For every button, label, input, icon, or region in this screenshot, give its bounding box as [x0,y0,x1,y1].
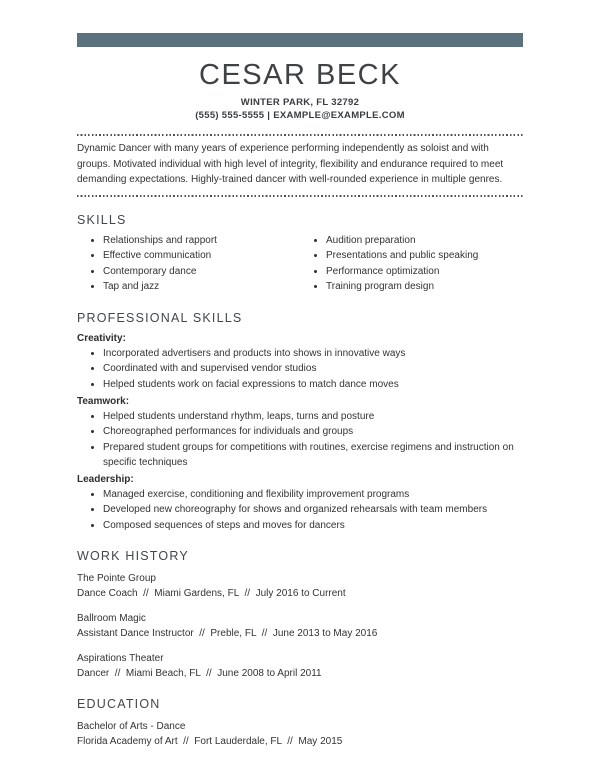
education-degree: Bachelor of Arts - Dance [77,720,186,732]
skill-item: • Audition preparation [326,233,523,248]
skill-group [77,472,523,533]
work-history-jobs [77,571,523,681]
education-detail: Florida Academy of Art // Fort Lauderdale, FL // May 2015 [77,735,343,747]
summary-section [77,134,523,197]
skills-list-right [300,233,523,295]
skill-group-list [77,409,523,470]
skill-group-item: • Coordinated with and supervised vendor studios [103,361,523,376]
job-entry [77,571,523,601]
skill-item: • Contemporary dance [103,264,300,279]
skill-group [77,331,523,392]
job-entry [77,611,523,641]
contact-block [77,96,523,122]
skill-group-item: • Helped students work on facial expressions to match dance moves [103,377,523,392]
skill-group-item: • Incorporated advertisers and products into shows in innovative ways [103,346,523,361]
skill-group-item: • Developed new choreography for shows and organized rehearsals with team members [103,502,523,517]
skill-item: • Presentations and public speaking [326,248,523,263]
skill-group-list [77,346,523,392]
skills-columns [77,233,523,295]
summary-text: Dynamic Dancer with many years of experience performing independently as soloist and with groups. Motivated individual with high level of integrity, flexibility and endurance required to meet demanding expectations. Highly-trained dancer with well-rounded experience in multiple genres. [77,143,504,185]
header-accent-bar [77,33,523,47]
skills-column-right [300,233,523,295]
job-detail: Dancer // Miami Beach, FL // June 2008 to April 2011 [77,667,322,679]
skill-group-label: Creativity: [77,332,126,344]
skill-group-label: Leadership: [77,473,134,485]
professional-skills-section [77,311,523,533]
job-company: Aspirations Theater [77,652,164,664]
skill-group-item: • Helped students understand rhythm, leaps, turns and posture [103,409,523,424]
job-company: Ballroom Magic [77,612,146,624]
phone-email-line: (555) 555-5555 | EXAMPLE@EXAMPLE.COM [195,110,405,121]
education-entry [77,719,523,749]
job-entry [77,651,523,681]
skill-group-list [77,487,523,533]
education-section [77,697,523,749]
skill-group-label: Teamwork: [77,395,130,407]
person-name: CESAR BECK [199,59,401,91]
skill-item: • Training program design [326,279,523,294]
professional-skills-title: PROFESSIONAL SKILLS [77,310,243,325]
skills-list-left [77,233,300,295]
skill-item: • Performance optimization [326,264,523,279]
skill-group [77,394,523,470]
skill-item: • Relationships and rapport [103,233,300,248]
job-detail: Assistant Dance Instructor // Preble, FL // June 2013 to May 2016 [77,627,378,639]
skill-item: • Tap and jazz [103,279,300,294]
skills-section [77,213,523,295]
work-history-title: WORK HISTORY [77,548,189,563]
skill-group-item: • Managed exercise, conditioning and flexibility improvement programs [103,487,523,502]
location-line: WINTER PARK, FL 32792 [240,97,360,108]
skill-group-item: • Choreographed performances for individuals and groups [103,424,523,439]
job-company: The Pointe Group [77,572,156,584]
professional-skills-groups [77,331,523,533]
skill-group-item: • Composed sequences of steps and moves for dancers [103,518,523,533]
education-title: EDUCATION [77,696,161,711]
summary-bottom-divider [77,195,523,197]
skills-column-left [77,233,300,295]
skills-title: SKILLS [77,212,127,227]
job-detail: Dance Coach // Miami Gardens, FL // July 2016 to Current [77,587,346,599]
skill-group-item: • Prepared student groups for competitions with routines, exercise regimens and instruction on specific techniques [103,440,523,470]
work-history-section [77,549,523,681]
skill-item: • Effective communication [103,248,300,263]
